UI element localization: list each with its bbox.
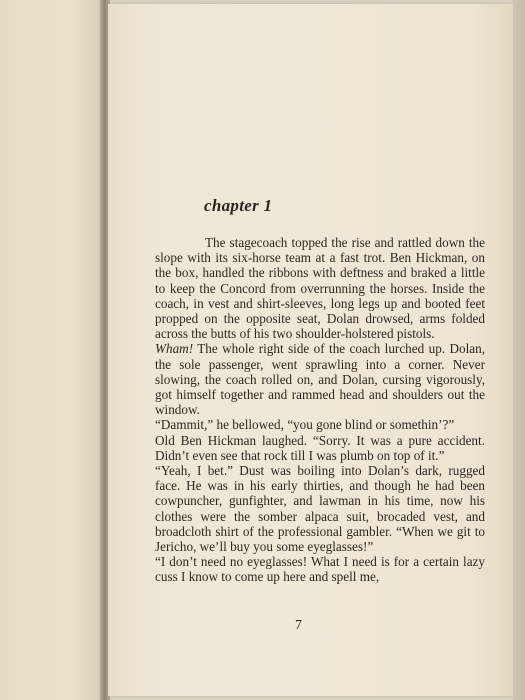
paragraph-4 <box>155 433 485 463</box>
page-number: 7 <box>295 618 302 633</box>
paragraph-2-text: The whole right side of the coach lurched up. Dolan, the sole passenger, went sprawling into a corner. Never slowing, the coach rolled on, and Dolan, cursing vigorously, got himself together and rammed head and shoulders out the window. <box>155 341 485 418</box>
paragraph-2 <box>155 341 485 417</box>
paragraph-2-lead: Wham! <box>155 341 194 357</box>
paragraph-3-text: “Dammit,” he bellowed, “you gone blind or somethin’?” <box>155 417 455 433</box>
paragraph-1 <box>155 235 485 341</box>
paragraph-6-text: “I don’t need no eyeglasses! What I need is for a certain lazy cuss I know to come up here and spell me, <box>155 554 485 585</box>
page-edge <box>513 0 525 700</box>
paragraph-5-text: “Yeah, I bet.” Dust was boiling into Dolan’s dark, rugged face. He was in his early thirties, and though he had been cowpuncher, gunfighter, and lawman in his time, now his clothes were the somber alpaca suit, brocaded vest, and broadcloth shirt of the professional gambler. “When we git to Jericho, we’ll buy you some eyeglasses!” <box>155 463 485 555</box>
paragraph-1-text: The stagecoach topped the rise and rattled down the slope with its six-horse team at a fast trot. Ben Hickman, on the box, handled the ribbons with deftness and braked a little to keep the Concord from overrunning the horses. Inside the coach, in vest and shirt-sleeves, long legs up and booted feet propped on the opposite seat, Dolan drowsed, arms folded across the butts of his two shoulder-holstered pistols. <box>155 235 485 342</box>
body-text <box>155 235 485 585</box>
paragraph-4-text: Old Ben Hickman laughed. “Sorry. It was a pure accident. Didn’t even see that rock till I was plumb on top of it.” <box>155 432 485 463</box>
paragraph-3 <box>155 417 485 432</box>
left-page <box>0 0 104 700</box>
paragraph-5 <box>155 463 485 554</box>
chapter-title: chapter 1 <box>204 196 273 215</box>
paragraph-6 <box>155 554 485 584</box>
